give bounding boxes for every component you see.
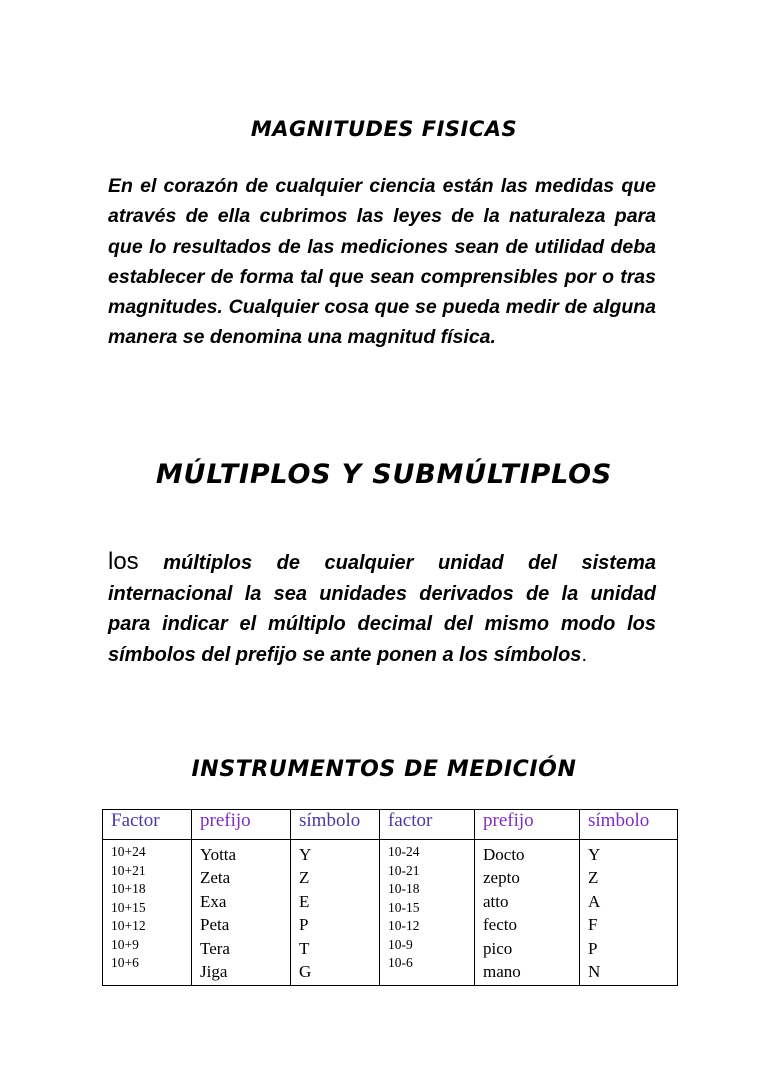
paragraph-lead-word: los <box>108 548 139 575</box>
prefix-submultiples-cell <box>475 840 580 986</box>
header-prefijo-sub: prefijo <box>475 810 580 840</box>
symbol-value: P <box>299 915 309 935</box>
factor-value: 10-21 <box>388 862 420 878</box>
symbol-value: Z <box>588 868 599 888</box>
symbol-value: Z <box>299 868 310 888</box>
symbol-value: G <box>299 962 312 982</box>
factor-value: 10+12 <box>111 918 146 933</box>
symbol-value: T <box>299 938 310 958</box>
section-title-instruments: INSTRUMENTOS DE MEDICIÓN <box>191 757 577 782</box>
table-row <box>103 840 678 986</box>
prefix-value: atto <box>483 891 509 911</box>
prefix-value: Yotta <box>200 845 237 864</box>
multiples-paragraph <box>108 547 656 670</box>
header-factor-sub: factor <box>380 810 475 840</box>
factor-submultiples-cell <box>380 840 475 986</box>
symbol-value: N <box>588 962 601 982</box>
prefix-value: mano <box>483 962 521 982</box>
symbol-value: Y <box>588 845 601 864</box>
symbol-value: F <box>588 915 598 935</box>
prefix-multiples-cell <box>192 840 291 986</box>
paragraph-body: múltiplos de cualquier unidad del sistema internacional la sea unidades derivados de la unidad para indicar el múltiplo decimal del mismo modo los símbolos del prefijo se ante ponen a los símbolos <box>108 552 656 666</box>
factor-value: 10-15 <box>388 899 420 915</box>
symbol-value: E <box>299 891 310 911</box>
prefix-value: pico <box>483 938 513 958</box>
factor-value: 10+9 <box>111 936 139 952</box>
prefix-value: Docto <box>483 845 525 864</box>
paragraph-end: . <box>581 643 587 666</box>
prefix-value: Peta <box>200 915 230 935</box>
prefix-value: Tera <box>200 938 230 958</box>
factor-multiples-cell <box>103 840 192 986</box>
section-title-multiples: MÚLTIPLOS Y SUBMÚLTIPLOS <box>155 459 613 490</box>
symbol-value: P <box>588 938 598 958</box>
prefix-value: Exa <box>200 891 227 911</box>
prefix-value: zepto <box>483 868 520 888</box>
factor-value: 10+15 <box>111 899 146 915</box>
symbol-multiples-cell <box>291 840 380 986</box>
header-factor: Factor <box>103 810 192 840</box>
factor-value: 10-6 <box>388 955 413 970</box>
factor-value: 10-18 <box>388 881 420 896</box>
factor-value: 10+18 <box>111 881 146 896</box>
header-prefijo: prefijo <box>192 810 291 840</box>
symbol-value: Y <box>299 845 312 864</box>
symbol-value: A <box>588 891 601 911</box>
factor-value: 10+24 <box>111 844 146 859</box>
factor-value: 10+21 <box>111 862 146 878</box>
page-title: MAGNITUDES FISICAS <box>250 117 518 141</box>
factor-value: 10-24 <box>388 844 420 859</box>
symbol-submultiples-cell <box>580 840 678 986</box>
factor-value: 10-12 <box>388 918 420 933</box>
header-simbolo-sub: símbolo <box>580 810 678 840</box>
intro-paragraph: En el corazón de cualquier ciencia están las medidas que através de ella cubrimos las leyes de la naturaleza para que lo resultados de las mediciones sean de utilidad deba establecer de forma tal que sean comprensibles por o tras magnitudes. Cualquier cosa que se pueda medir de alguna manera se denomina una magnitud física. <box>108 175 656 349</box>
prefix-value: Zeta <box>200 868 231 888</box>
prefix-value: fecto <box>483 915 517 935</box>
prefix-value: Jiga <box>200 962 228 982</box>
prefix-table <box>102 809 678 986</box>
factor-value: 10+6 <box>111 955 139 970</box>
table-header-row <box>103 810 678 840</box>
factor-value: 10-9 <box>388 936 413 952</box>
header-simbolo: símbolo <box>291 810 380 840</box>
